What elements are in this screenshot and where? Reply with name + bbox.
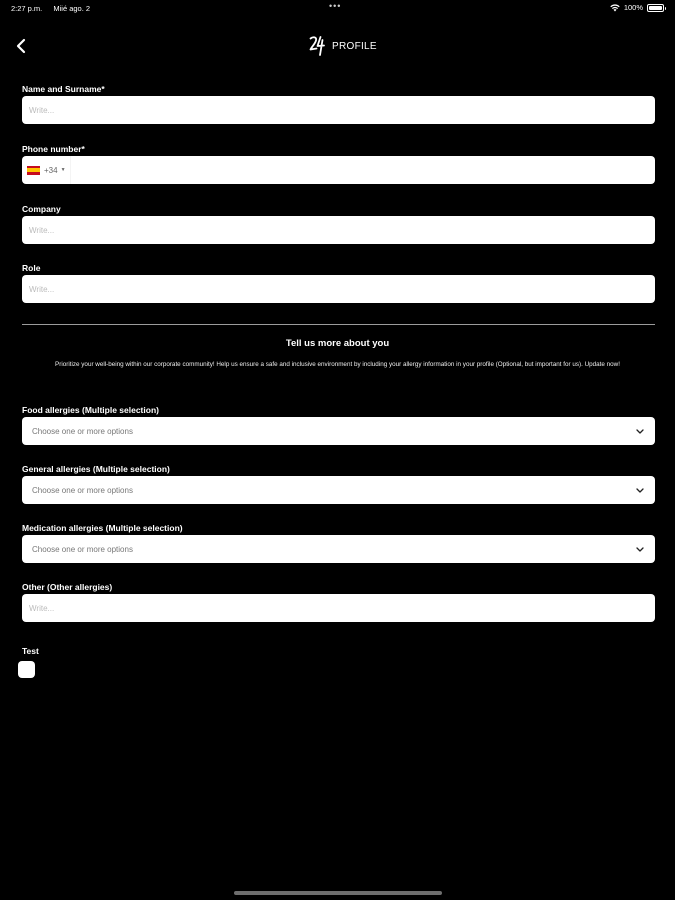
food-allergies-label: Food allergies (Multiple selection) (22, 405, 159, 415)
phone-input[interactable] (70, 156, 655, 184)
general-allergies-select[interactable] (22, 476, 655, 504)
section-title: Tell us more about you (285, 338, 390, 349)
spain-flag-icon (27, 166, 40, 175)
phone-field (22, 156, 655, 184)
wifi-icon (610, 4, 620, 12)
caret-down-icon: ▼ (60, 167, 66, 173)
role-input[interactable] (22, 275, 655, 303)
status-date: Miié ago. 2 (53, 4, 91, 13)
brand (309, 34, 377, 58)
food-allergies-select[interactable] (22, 417, 655, 445)
dial-code: +34 (44, 165, 58, 175)
other-allergies-input[interactable] (22, 594, 655, 622)
chevron-down-icon (636, 547, 644, 552)
chevron-down-icon (636, 488, 644, 493)
section-description: Prioritize your well-being within our corporate community! Help us ensure a safe and inclusive environment by including your allergy information in your profile (Optional, but important for us). Update now! (55, 361, 620, 368)
phone-label: Phone number* (22, 144, 85, 154)
back-chevron-icon[interactable] (14, 37, 30, 55)
food-allergies-placeholder: Choose one or more options (32, 426, 133, 436)
name-input[interactable] (22, 96, 655, 124)
battery-icon (647, 4, 664, 12)
battery-fill (649, 6, 662, 10)
medication-allergies-placeholder: Choose one or more options (32, 544, 133, 554)
multitasking-dots[interactable]: ••• (329, 1, 342, 11)
name-label: Name and Surname* (22, 84, 105, 94)
company-input[interactable] (22, 216, 655, 244)
role-label: Role (22, 263, 41, 273)
general-allergies-placeholder: Choose one or more options (32, 485, 133, 495)
chevron-down-icon (636, 429, 644, 434)
medication-allergies-select[interactable] (22, 535, 655, 563)
general-allergies-label: General allergies (Multiple selection) (22, 464, 170, 474)
status-time: 2:27 p.m. (11, 4, 43, 13)
navigation-header (0, 33, 675, 59)
other-allergies-label: Other (Other allergies) (22, 582, 113, 592)
section-divider (22, 324, 655, 325)
test-checkbox[interactable] (18, 661, 35, 678)
profile-form (22, 82, 655, 303)
brand-logo-icon (309, 34, 326, 58)
medication-allergies-label: Medication allergies (Multiple selection) (22, 523, 183, 533)
status-bar-right (610, 3, 664, 12)
test-label: Test (22, 646, 39, 656)
country-code-selector[interactable] (27, 166, 66, 175)
status-bar-left (11, 4, 99, 13)
company-label: Company (22, 204, 61, 214)
home-indicator[interactable] (234, 891, 442, 895)
page-title: PROFILE (332, 40, 377, 52)
status-bar (0, 0, 675, 16)
battery-percent: 100% (623, 3, 643, 12)
allergies-form (22, 403, 655, 622)
